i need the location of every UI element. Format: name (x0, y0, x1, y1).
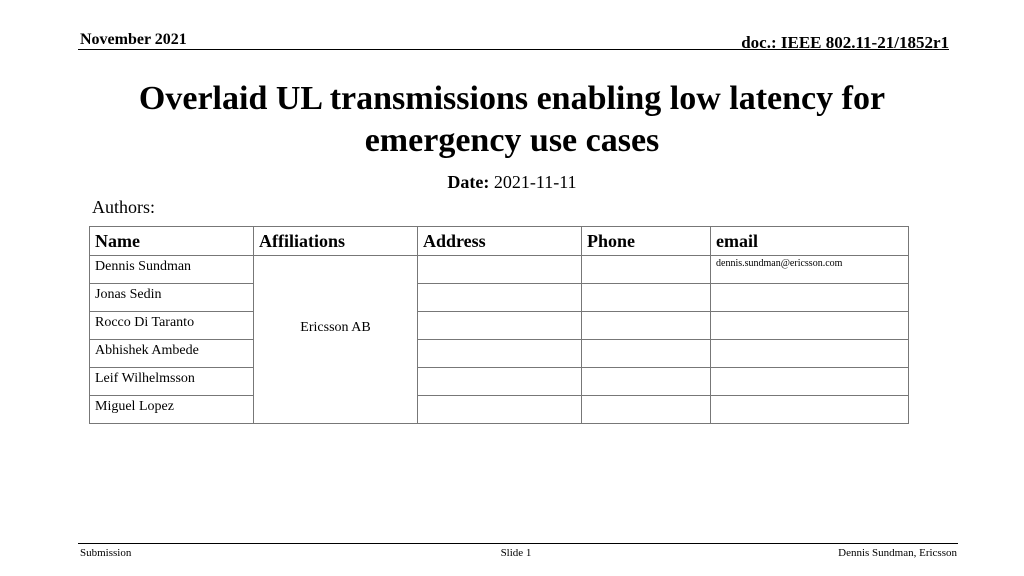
author-email (711, 284, 909, 312)
author-phone (582, 284, 711, 312)
author-phone (582, 312, 711, 340)
author-phone (582, 396, 711, 424)
author-email (711, 340, 909, 368)
author-name: Abhishek Ambede (90, 340, 254, 368)
header-doc-id: doc.: IEEE 802.11-21/1852r1 (741, 33, 949, 52)
header-divider (78, 49, 949, 50)
author-address (418, 368, 582, 396)
table-row (90, 284, 909, 312)
author-name: Jonas Sedin (90, 284, 254, 312)
column-header-phone: Phone (582, 227, 711, 256)
header-date: November 2021 (80, 31, 187, 48)
author-address (418, 340, 582, 368)
table-row (90, 256, 909, 284)
author-email (711, 312, 909, 340)
column-header-address: Address (418, 227, 582, 256)
column-header-name: Name (90, 227, 254, 256)
author-address (418, 396, 582, 424)
date-line (0, 172, 1024, 193)
author-phone (582, 256, 711, 284)
date-label: Date: (447, 172, 490, 192)
author-email: dennis.sundman@ericsson.com (711, 256, 909, 284)
authors-label: Authors: (92, 197, 155, 217)
author-phone (582, 368, 711, 396)
author-address (418, 312, 582, 340)
footer-divider (78, 543, 958, 544)
footer-submission: Submission (80, 547, 132, 559)
title-line-2: emergency use cases (364, 122, 660, 159)
author-address (418, 284, 582, 312)
author-affiliation: Ericsson AB (254, 256, 418, 424)
table-row (90, 340, 909, 368)
author-name: Rocco Di Taranto (90, 312, 254, 340)
slide-title (0, 78, 1024, 162)
author-email (711, 368, 909, 396)
column-header-email: email (711, 227, 909, 256)
author-name: Dennis Sundman (90, 256, 254, 284)
date-value: 2021-11-11 (493, 172, 577, 192)
table-row (90, 312, 909, 340)
footer-author: Dennis Sundman, Ericsson (838, 547, 957, 559)
author-name: Leif Wilhelmsson (90, 368, 254, 396)
author-name: Miguel Lopez (90, 396, 254, 424)
authors-table (89, 226, 909, 424)
author-address (418, 256, 582, 284)
footer-slide-number: Slide 1 (500, 547, 532, 559)
column-header-affiliations: Affiliations (254, 227, 418, 256)
author-phone (582, 340, 711, 368)
table-header-row (90, 227, 909, 256)
title-line-1: Overlaid UL transmissions enabling low latency for (138, 80, 886, 117)
author-email (711, 396, 909, 424)
table-row (90, 396, 909, 424)
table-row (90, 368, 909, 396)
